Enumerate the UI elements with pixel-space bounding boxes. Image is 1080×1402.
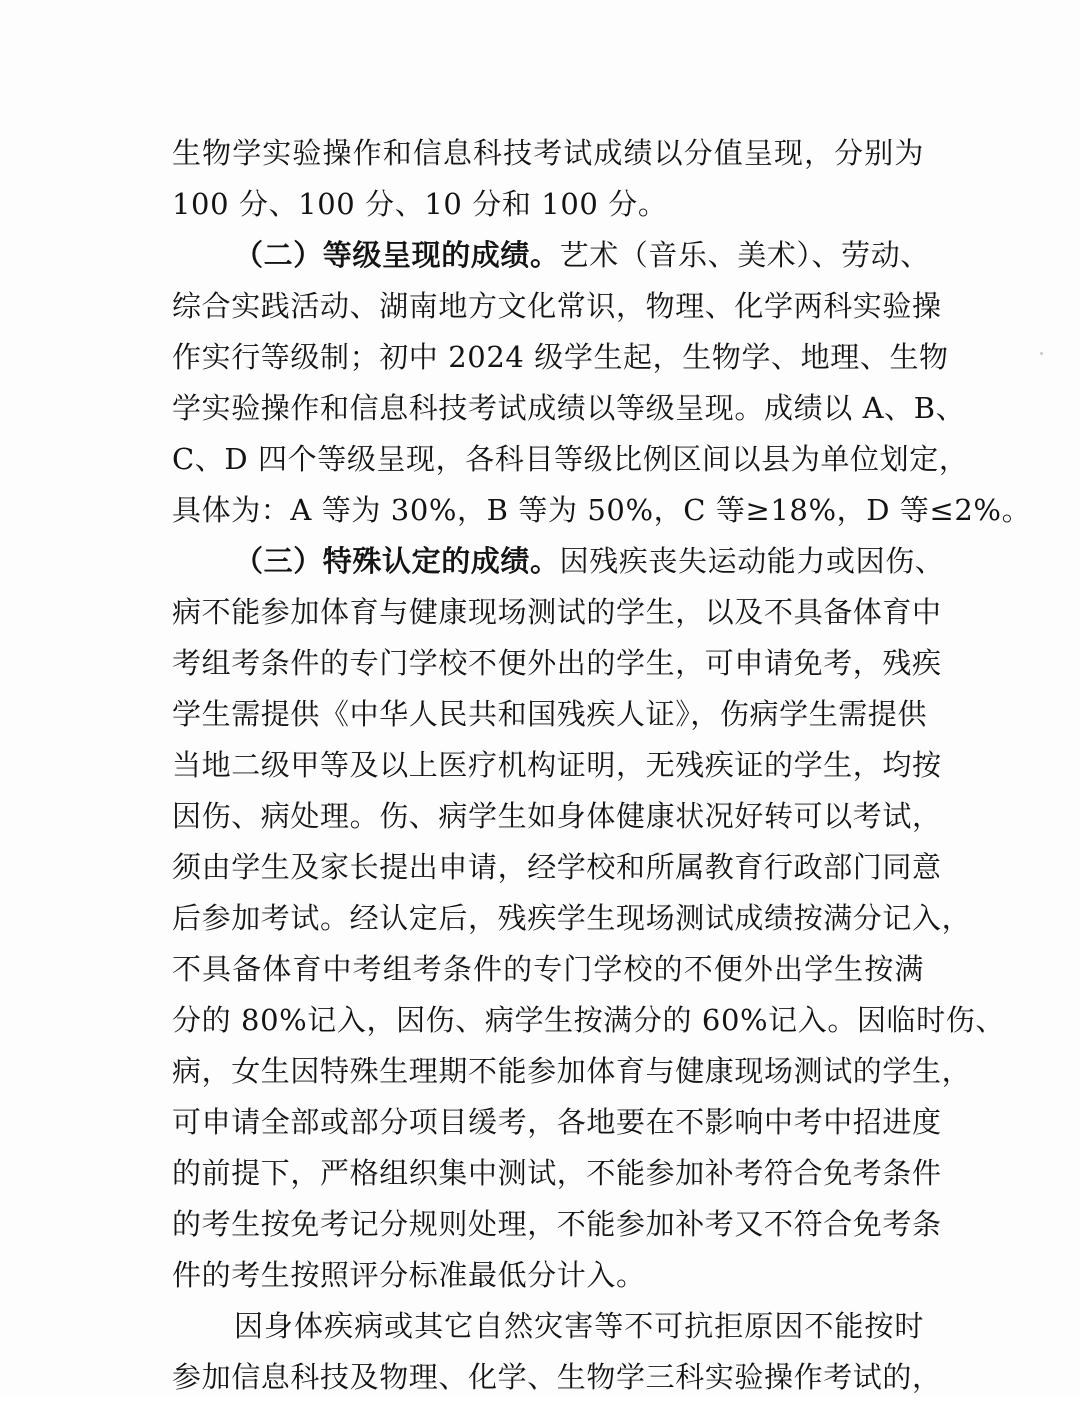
text-line: 作实行等级制；初中 2024 级学生起，生物学、地理、生物	[172, 340, 949, 374]
text-line: 生物学实验操作和信息科技考试成绩以分值呈现，分别为	[172, 136, 924, 170]
text-run: 因残疾丧失运动能力或因伤、	[559, 544, 945, 578]
text-line: 因伤、病处理。伤、病学生如身体健康状况好转可以考试，	[172, 799, 942, 833]
text-line: 综合实践活动、湖南地方文化常识，物理、化学两科实验操	[172, 289, 942, 323]
text-line: 病不能参加体育与健康现场测试的学生，以及不具备体育中	[172, 595, 942, 629]
text-line: 学生需提供《中华人民共和国残疾人证》，伤病学生需提供	[172, 697, 928, 731]
section-heading-line	[172, 230, 930, 280]
section-heading-line	[172, 536, 945, 586]
text-line: 的前提下，严格组织集中测试，不能参加补考符合免考条件	[172, 1156, 942, 1190]
text-line: 考组考条件的专门学校不便外出的学生，可申请免考，残疾	[172, 646, 942, 680]
text-line: 的考生按免考记分规则处理，不能参加补考又不符合免考条	[172, 1207, 942, 1241]
text-line: 件的考生按照评分标准最低分计入。	[172, 1258, 646, 1292]
text-line: 具体为：A 等为 30%，B 等为 50%，C 等≥18%，D 等≤2%。	[172, 493, 1032, 527]
text-line: 学实验操作和信息科技考试成绩以等级呈现。成绩以 A、B、	[172, 391, 966, 425]
text-run: 艺术（音乐、美术）、劳动、	[559, 238, 930, 272]
text-line: C、D 四个等级呈现，各科目等级比例区间以县为单位划定，	[172, 442, 969, 476]
text-line: 病，女生因特殊生理期不能参加体育与健康现场测试的学生，	[172, 1054, 972, 1088]
text-line: 参加信息科技及物理、化学、生物学三科实验操作考试的，	[172, 1360, 942, 1394]
section-heading: （二）等级呈现的成绩。	[234, 238, 560, 272]
paragraph-start-line: 因身体疾病或其它自然灾害等不可抗拒原因不能按时	[234, 1309, 924, 1343]
text-line: 分的 80%记入，因伤、病学生按满分的 60%记入。因临时伤、	[172, 1003, 1005, 1037]
text-line: 须由学生及家长提出申请，经学校和所属教育行政部门同意	[172, 850, 942, 884]
text-line: 当地二级甲等及以上医疗机构证明，无残疾证的学生，均按	[172, 748, 942, 782]
scan-speck	[1040, 352, 1043, 355]
text-line: 可申请全部或部分项目缓考，各地要在不影响中考中招进度	[172, 1105, 942, 1139]
text-line: 100 分、100 分、10 分和 100 分。	[172, 187, 668, 221]
text-line: 后参加考试。经认定后，残疾学生现场测试成绩按满分记入，	[172, 901, 972, 935]
text-line: 不具备体育中考组考条件的专门学校的不便外出学生按满	[172, 952, 924, 986]
section-heading: （三）特殊认定的成绩。	[234, 544, 560, 578]
